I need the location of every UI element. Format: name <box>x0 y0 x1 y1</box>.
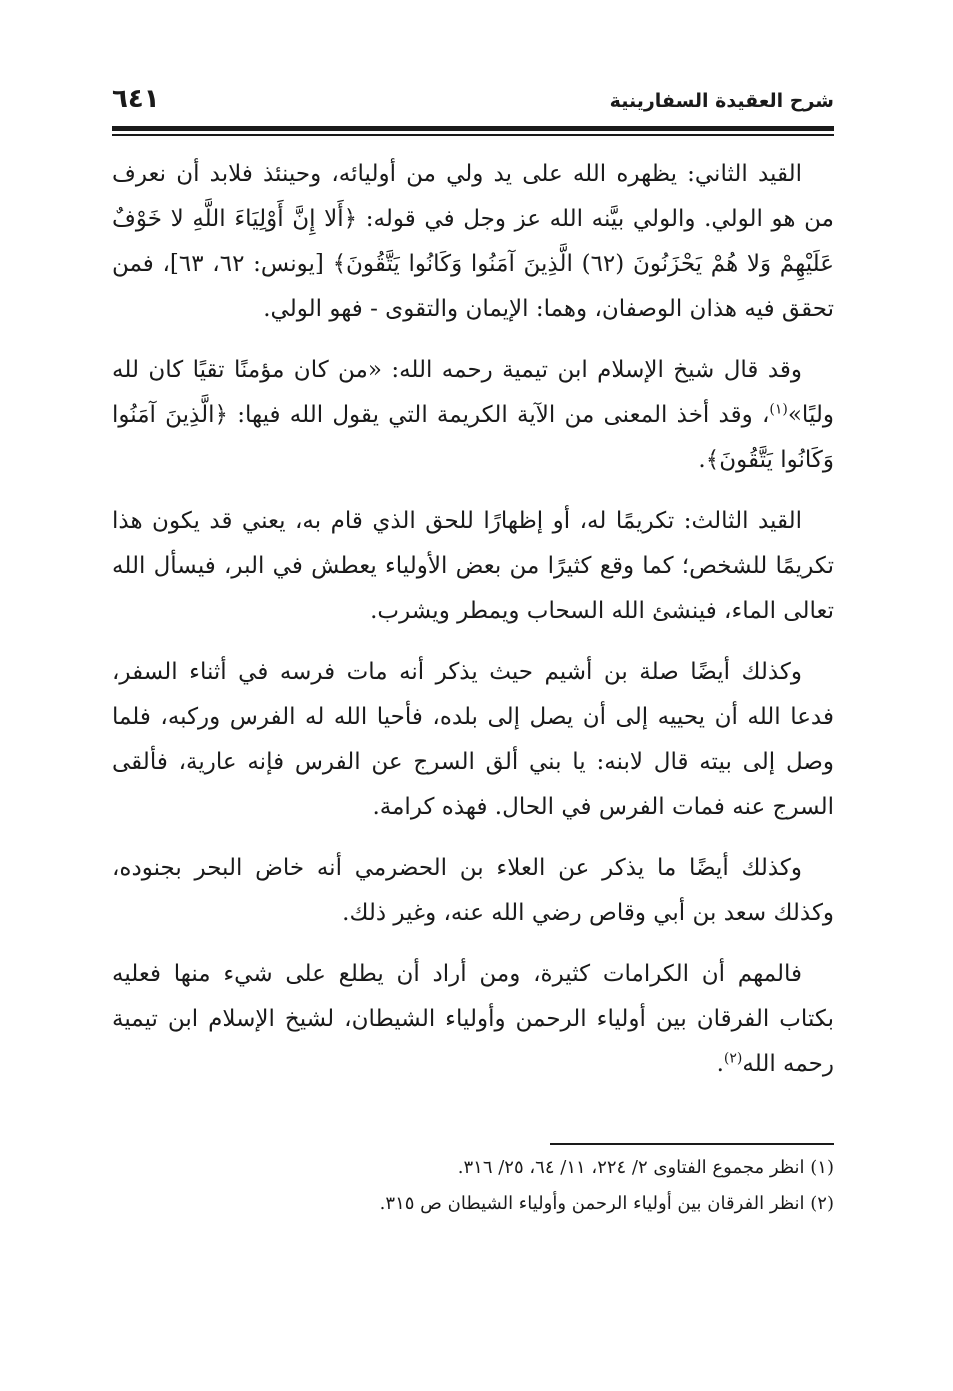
footnote-ref-1: (١) <box>769 401 788 418</box>
footnote-1: (١) انظر مجموع الفتاوى ٢/ ٢٢٤، ١١/ ٦٤، ٢٥/ ٣١٦. <box>457 1157 834 1178</box>
paragraph-6 <box>112 952 834 1087</box>
paragraph-2 <box>112 348 834 483</box>
paragraph-1: القيد الثاني: يظهره الله على يد ولي من أوليائه، وحينئذ فلابد أن نعرف من هو الولي. والولي بيَّنه الله عز وجل في قوله: ﴿أَلا إِنَّ أَوْلِيَاءَ اللَّهِ لا خَوْفٌ عَلَيْهِمْ وَلا هُمْ يَحْزَنُونَ (٦٢) الَّذِينَ آمَنُوا وَكَانُوا يَتَّقُونَ﴾ [يونس: ٦٢، ٦٣]، فمن تحقق فيه هذان الوصفان، وهما: الإيمان والتقوى - فهو الولي. <box>112 161 834 322</box>
page-number: ٦٤١ <box>112 84 160 114</box>
paragraph-5: وكذلك أيضًا ما يذكر عن العلاء بن الحضرمي أنه خاض البحر بجنوده، وكذلك سعد بن أبي وقاص رضي الله عنه، وغير ذلك. <box>112 855 834 926</box>
paragraph-6-tail: . <box>716 1051 724 1077</box>
paragraph-6-main: فالمهم أن الكرامات كثيرة، ومن أراد أن يطلع على شيء منها فعليه بكتاب الفرقان بين أولياء الرحمن وأولياء الشيطان، لشيخ الإسلام ابن تيمية رحمه الله <box>112 961 834 1077</box>
paragraph-4: وكذلك أيضًا صلة بن أشيم حيث يذكر أنه مات فرسه في أثناء السفر، فدعا الله أن يحييه إلى أن يصل إلى بلده، فأحيا الله له الفرس وركبه، فلما وصل إلى بيته قال لابنه: يا بني ألق السرج عن الفرس فإنه عارية، فألقى السرج عنه فمات الفرس في الحال. فهذه كرامة. <box>112 659 834 820</box>
header-rule-thin <box>112 134 834 136</box>
paragraph-3: القيد الثالث: تكريمًا له، أو إظهارًا للحق الذي قام به، يعني قد يكون هذا تكريمًا للشخص؛ كما وقع كثيرًا من بعض الأولياء يعطش في البر، فيسأل الله تعالى الماء، فينشئ الله السحاب ويمطر ويشرب. <box>112 508 834 624</box>
header-rule-thick <box>112 126 834 131</box>
paragraph-2-main: وقد قال شيخ الإسلام ابن تيمية رحمه الله: «من كان مؤمنًا تقيًا كان لله وليًا» <box>112 357 834 428</box>
footnotes <box>112 1150 834 1222</box>
footnote-separator <box>550 1143 834 1145</box>
footnote-2: (٢) انظر الفرقان بين أولياء الرحمن وأولياء الشيطان ص ٣١٥. <box>379 1193 834 1214</box>
body-text <box>112 152 834 1103</box>
running-header <box>112 82 834 122</box>
footnote-ref-2: (٢) <box>723 1050 743 1067</box>
paragraph-2-tail: ، وقد أخذ المعنى من الآية الكريمة التي يقول الله فيها: ﴿الَّذِينَ آمَنُوا وَكَانُوا يَتَّقُونَ﴾. <box>112 402 834 473</box>
running-title: شرح العقيدة السفارينية <box>609 90 834 112</box>
